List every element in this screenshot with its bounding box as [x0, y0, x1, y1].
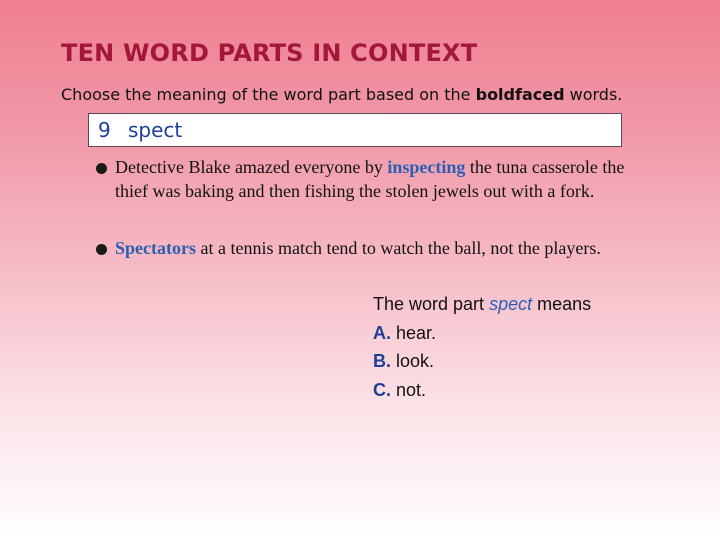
option-c[interactable] — [373, 376, 591, 405]
example-1-after: the tuna casserole the thief was baking and then fishing the stolen jewels out with a fork. — [115, 157, 625, 201]
option-c-text: not. — [391, 379, 427, 400]
option-a-text: hear. — [391, 322, 437, 343]
bullet-icon — [96, 244, 107, 255]
option-a[interactable] — [373, 319, 591, 348]
example-2-highlight: Spectators — [115, 238, 196, 258]
question-prompt — [373, 290, 591, 319]
question-block — [373, 290, 591, 404]
example-1-before: Detective Blake amazed everyone by — [115, 157, 388, 177]
example-sentence-1 — [96, 155, 636, 203]
option-b-letter: B. — [373, 351, 391, 371]
example-sentence-2 — [96, 236, 636, 260]
instruction-before: Choose the meaning of the word part based on the — [61, 85, 476, 104]
word-part-label: spect — [128, 118, 183, 142]
question-prefix: The word part — [373, 294, 490, 314]
word-part-box — [88, 113, 622, 147]
instruction-bold: boldfaced — [475, 85, 565, 104]
example-2-after: at a tennis match tend to watch the ball, not the players. — [195, 238, 601, 258]
slide-title: TEN WORD PARTS IN CONTEXT — [61, 39, 478, 67]
question-suffix: means — [532, 294, 592, 314]
instruction-after: words. — [564, 85, 623, 104]
option-a-letter: A. — [373, 322, 391, 343]
instruction-text — [61, 85, 622, 104]
question-italic: spect — [489, 294, 533, 314]
option-b-text: look. — [391, 351, 435, 371]
bullet-icon — [96, 163, 107, 174]
option-c-letter: C. — [373, 379, 391, 400]
word-part-number: 9 — [98, 118, 111, 142]
example-1-highlight: inspecting — [387, 157, 466, 177]
option-b[interactable] — [373, 347, 591, 376]
